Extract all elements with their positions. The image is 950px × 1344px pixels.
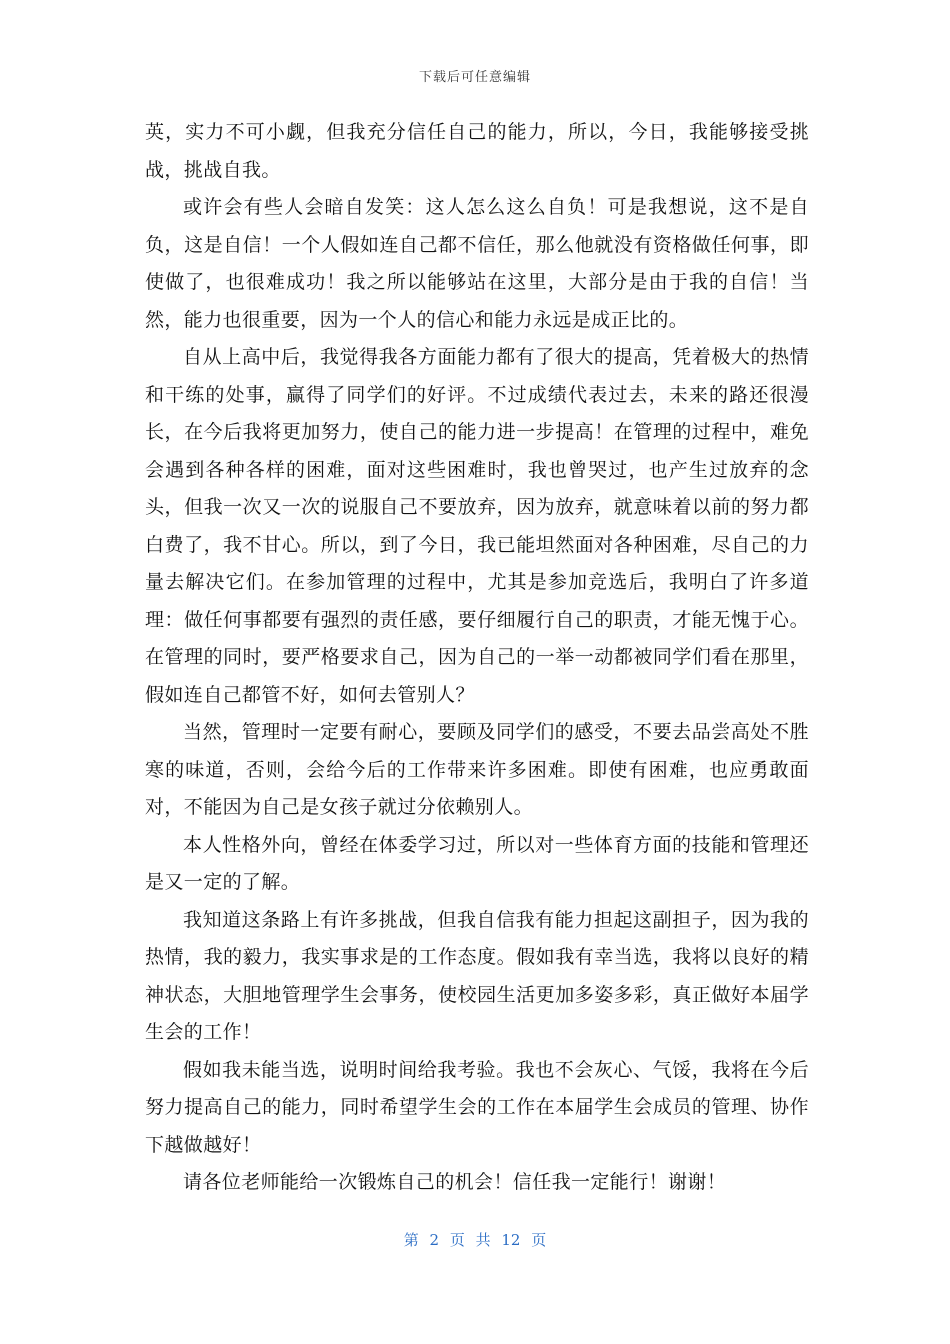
- paragraph-experience: 自从上高中后，我觉得我各方面能力都有了很大的提高，凭着极大的热情和干练的处事，赢得了同学们的好评。不过成绩代表过去，未来的路还很漫长，在今后我将更加努力，使自己的能力进一步提高！在管理的过程中，难免会遇到各种各样的困难，面对这些困难时，我也曾哭过，也产生过放弃的念头，但我一次又一次的说服自己不要放弃，因为放弃，就意味着以前的努力都白费了，我不甘心。所以，到了今日，我已能坦然面对各种困难，尽自己的力量去解决它们。在参加管理的过程中，尤其是参加竞选后，我明白了许多道理：做任何事都要有强烈的责任感，要仔细履行自己的职责，才能无愧于心。在管理的同时，要严格要求自己，因为自己的一举一动都被同学们看在那里，假如连自己都管不好，如何去管别人？: [145, 346, 809, 706]
- paragraph-closing: 请各位老师能给一次锻炼自己的机会！信任我一定能行！谢谢！: [183, 1171, 727, 1193]
- document-body: [145, 114, 809, 1202]
- page-header: 下载后可任意编辑: [418, 70, 531, 85]
- paragraph-continuation: 英，实力不可小觑，但我充分信任自己的能力，所以，今日，我能够接受挑战，挑战自我。: [145, 121, 809, 181]
- paragraph-patience: 当然，管理时一定要有耐心，要顾及同学们的感受，不要去品尝高处不胜寒的味道，否则，会给今后的工作带来许多困难。即使有困难，也应勇敢面对，不能因为自己是女孩子就过分依赖别人。: [145, 721, 809, 818]
- paragraph-if-not-elected: 假如我未能当选，说明时间给我考验。我也不会灰心、气馁，我将在今后努力提高自己的能力，同时希望学生会的工作在本届学生会成员的管理、协作下越做越好！: [145, 1058, 809, 1156]
- paragraph-confidence: 或许会有些人会暗自发笑：这人怎么这么自负！可是我想说，这不是自负，这是自信！一个人假如连自己都不信任，那么他就没有资格做任何事，即使做了，也很难成功！我之所以能够站在这里，大部分是由于我的自信！当然，能力也很重要，因为一个人的信心和能力永远是成正比的。: [145, 196, 809, 331]
- paragraph-personality: 本人性格外向，曾经在体委学习过，所以对一些体育方面的技能和管理还是又一定的了解。: [145, 833, 809, 893]
- page-number-footer: 第 2 页 共 12 页: [403, 1231, 547, 1249]
- paragraph-challenge: 我知道这条路上有许多挑战，但我自信我有能力担起这副担子，因为我的热情，我的毅力，我实事求是的工作态度。假如我有幸当选，我将以良好的精神状态，大胆地管理学生会事务，使校园生活更加多姿多彩，真正做好本届学生会的工作！: [145, 908, 809, 1043]
